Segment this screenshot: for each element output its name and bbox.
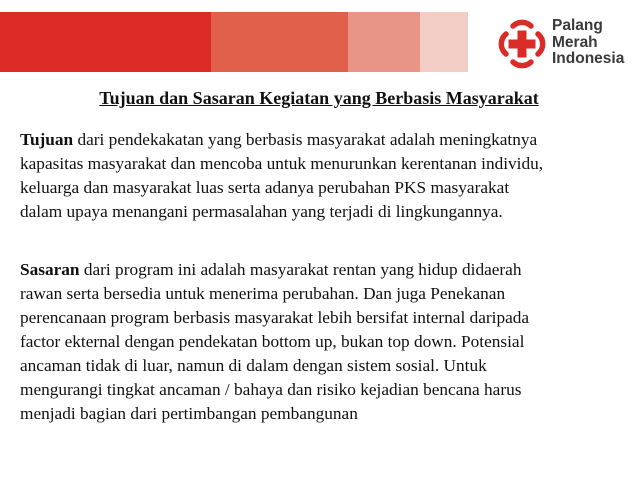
logo-line-3: Indonesia: [552, 50, 625, 67]
header-band-2: [211, 12, 348, 72]
paragraph-line-text: dari pendekakatan yang berbasis masyarakat adalah meningkatnya: [73, 130, 538, 149]
logo-line-2: Merah: [552, 33, 598, 51]
paragraph-tujuan: [20, 128, 632, 224]
paragraph-line: [20, 258, 632, 282]
paragraph-line: ancaman tidak di luar, namun di dalam dengan sistem sosial. Untuk: [20, 356, 487, 375]
paragraph-line: rawan serta bersedia untuk menerima perubahan. Dan juga Penekanan: [20, 284, 506, 303]
keyword-sasaran: Sasaran: [20, 260, 80, 279]
logo-wordmark: [552, 18, 624, 68]
paragraph-line: mengurangi tingkat ancaman / bahaya dan risiko kejadian bencana harus: [20, 380, 522, 399]
logo-line-1: Palang: [552, 17, 603, 34]
paragraph-line: [20, 128, 632, 152]
red-cross-flower-icon: [497, 14, 547, 74]
header-band-4: [420, 12, 468, 72]
paragraph-line: dalam upaya menangani permasalahan yang terjadi di lingkungannya.: [20, 202, 503, 221]
header-band-3: [348, 12, 420, 72]
header-band-1: [0, 12, 211, 72]
paragraph-line: perencanaan program berbasis masyarakat lebih bersifat internal daripada: [20, 308, 530, 327]
keyword-tujuan: Tujuan: [20, 130, 74, 149]
slide-title: Tujuan dan Sasaran Kegiatan yang Berbasis Masyarakat: [99, 88, 539, 108]
paragraph-line-text: dari program ini adalah masyarakat rentan yang hidup didaerah: [79, 260, 522, 279]
paragraph-line: menjadi bagian dari pertimbangan pembangunan: [20, 404, 358, 423]
paragraph-sasaran: [20, 258, 632, 426]
pmi-logo: [497, 14, 632, 74]
paragraph-line: factor ekternal dengan pendekatan bottom up, bukan top down. Potensial: [20, 332, 525, 351]
paragraph-line: kapasitas masyarakat dan mencoba untuk menurunkan kerentanan individu,: [20, 154, 544, 173]
paragraph-line: keluarga dan masyarakat luas serta adanya perubahan PKS masyarakat: [20, 178, 510, 197]
